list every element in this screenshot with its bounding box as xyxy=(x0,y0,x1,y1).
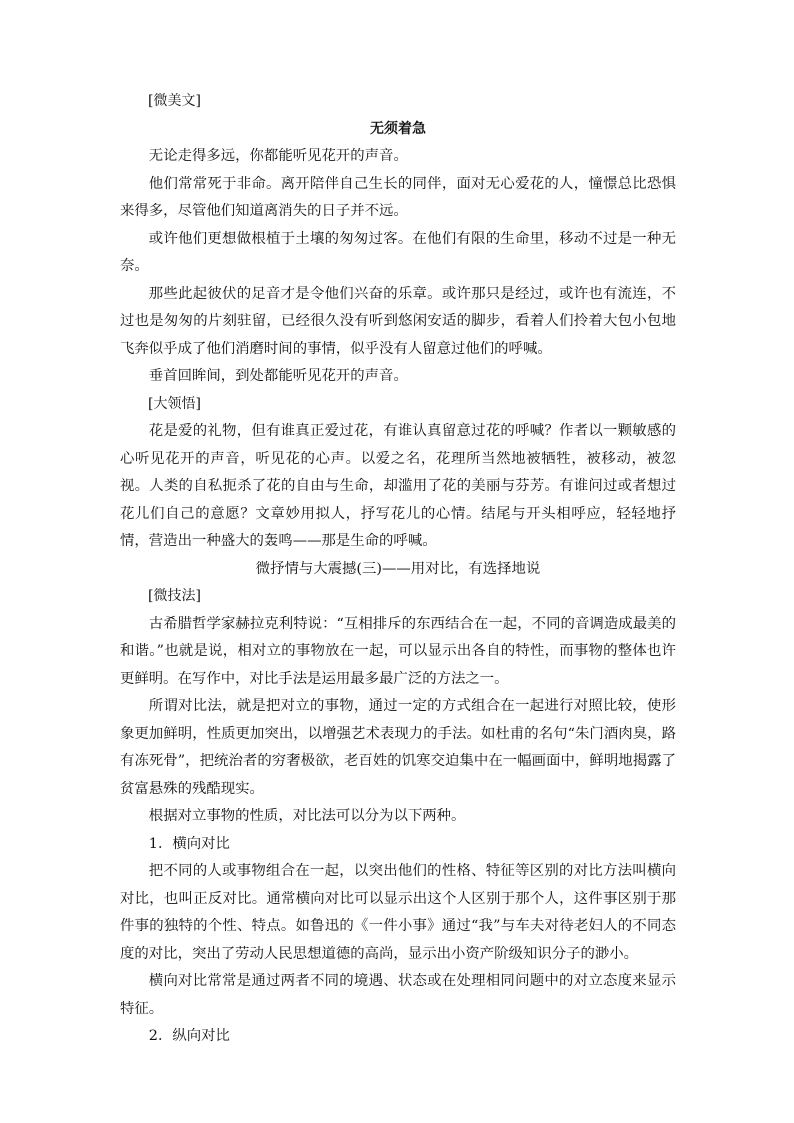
numbered-heading: 2．纵向对比 xyxy=(148,1028,230,1044)
section-tag-wei-mei-wen: [微美文] xyxy=(148,93,201,109)
paragraph: 古希腊哲学家赫拉克利特说：“互相排斥的东西结合在一起，不同的音调造成最美的和谐。”也就是说，相对立的事物放在一起，可以显示出各自的特性，而事物的整体也许更鲜明。在写作中，对比手法是运用最多最广泛的方法之一。 xyxy=(120,615,676,687)
paragraph: 那些此起彼伏的足音才是令他们兴奋的乐章。或许那只是经过，或许也有流连，不过也是匆匆的片刻驻留，已经很久没有听到悠闲安适的脚步，看着人们拎着大包小包地飞奔似乎成了他们消磨时间的事情，似乎没有人留意过他们的呼喊。 xyxy=(120,285,676,357)
section-tag-da-ling-wu: [大领悟] xyxy=(148,395,201,412)
document-body xyxy=(120,88,676,1051)
section-title: 微抒情与大震撼(三)——用对比，有选择地说 xyxy=(255,560,541,577)
paragraph: 花是爱的礼物，但有谁真正爱过花，有谁认真留意过花的呼喊？作者以一颗敏感的心听见花开的声音，听见花的心声。以爱之名，花理所当然地被牺牲，被移动，被忽视。人类的自私扼杀了花的自由与生命，却滥用了花的美丽与芬芳。有谁问过或者想过花儿们自己的意愿？文章妙用拟人，抒写花儿的心情。结尾与开头相呼应，轻轻地抒情，营造出一种盛大的轰鸣——那是生命的呼喊。 xyxy=(120,423,676,549)
numbered-heading: 1．横向对比 xyxy=(148,835,230,852)
paragraph: 把不同的人或事物组合在一起，以突出他们的性格、特征等区别的对比方法叫横向对比，也叫正反对比。通常横向对比可以显示出这个人区别于那个人，这件事区别于那件事的独特的个性、特点。如鲁迅的《一件小事》通过“我”与车夫对待老妇人的不同态度的对比，突出了劳动人民思想道德的高尚，显示出小资产阶级知识分子的渺小。 xyxy=(120,863,676,962)
paragraph: 无论走得多远，你都能听见花开的声音。 xyxy=(148,148,408,164)
paragraph: 根据对立事物的性质，对比法可以分为以下两种。 xyxy=(148,808,466,824)
article-title: 无须着急 xyxy=(370,120,426,137)
paragraph: 他们常常死于非命。离开陪伴自己生长的同伴，面对无心爱花的人，憧憬总比恐惧来得多，尽管他们知道离消失的日子并不远。 xyxy=(120,175,676,219)
paragraph: 所谓对比法，就是把对立的事物，通过一定的方式组合在一起进行对照比较，使形象更加鲜明，性质更加突出，以增强艺术表现力的手法。如杜甫的名句“朱门酒肉臭，路有冻死骨”，把统治者的穷奢极欲，老百姓的饥寒交迫集中在一幅画面中，鲜明地揭露了贫富悬殊的残酷现实。 xyxy=(120,698,676,797)
section-tag-wei-ji-fa: [微技法] xyxy=(148,588,201,604)
paragraph: 横向对比常常是通过两者不同的境遇、状态或在处理相同问题中的对立态度来显示特征。 xyxy=(120,973,676,1017)
paragraph: 或许他们更想做根植于土壤的匆匆过客。在他们有限的生命里，移动不过是一种无奈。 xyxy=(120,230,676,274)
paragraph: 垂首回眸间，到处都能听见花开的声音。 xyxy=(148,368,408,384)
